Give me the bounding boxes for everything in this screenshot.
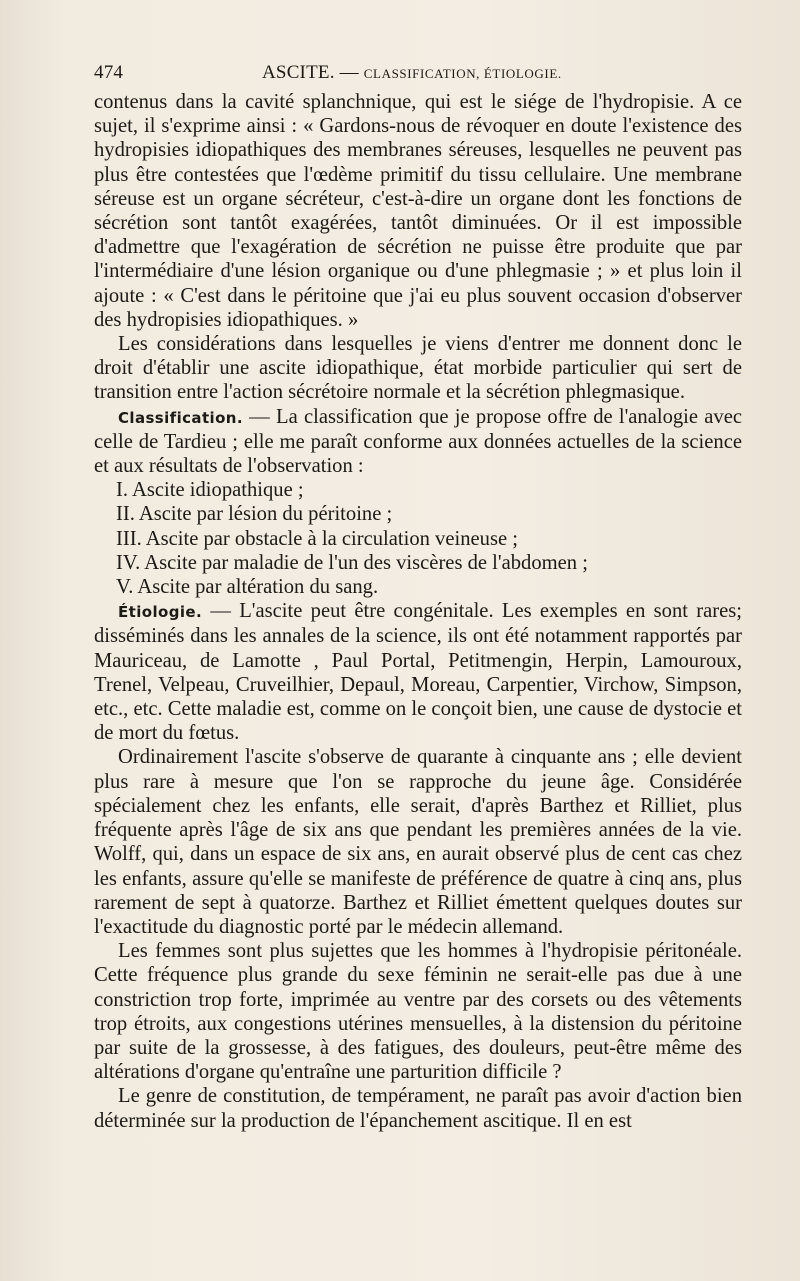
paragraph-considerations: Les considérations dans lesquelles je viens d'entrer me donnent donc le droit d'établir une ascite idiopathique, état morbide particulier qui sert de transition entre l'action sécrétoire normale et la sécrétion phlegmasique. [94, 333, 742, 404]
etiologie-heading: Étiologie. [118, 603, 203, 622]
paragraph-constitution: Le genre de constitution, de tempérament, ne paraît pas avoir d'action bien déterminée sur la production de l'épanchement ascitique. Il en est [94, 1085, 742, 1132]
running-title [262, 62, 562, 84]
running-title-main: ASCITE. [262, 62, 335, 83]
list-item: II. Ascite par lésion du péritoine ; [116, 503, 393, 526]
classification-heading: Classification. [118, 408, 243, 427]
paragraph-etiologie [94, 599, 742, 745]
paragraph-age: Ordinairement l'ascite s'observe de quarante à cinquante ans ; elle devient plus rare à mesure que l'on se rapproche du jeune âge. Considérée spécialement chez les enfants, elle serait, d'après Barthez et Rilliet, plus fréquente après l'âge de six ans que pendant les premières années de la vie. Wolff, qui, dans un espace de six ans, en aurait observé plus de cent cas chez les enfants, assure qu'elle se manifeste de préférence de quatre à cinq ans, plus rarement de sept à quatorze. Barthez et Rilliet émettent quelques doutes sur l'exactitude du diagnostic porté par le médecin allemand. [94, 746, 742, 938]
running-title-dash: — [334, 62, 364, 83]
running-header [94, 56, 742, 90]
classification-text: — La classification que je propose offre de l'analogie avec celle de Tardieu ; elle me paraît conforme aux données actuelles de la science et aux résultats de l'observation : [94, 405, 742, 478]
list-item: III. Ascite par obstacle à la circulation veineuse ; [116, 527, 518, 550]
list-item: I. Ascite idiopathique ; [116, 479, 304, 502]
classification-list [94, 478, 742, 599]
list-item: V. Ascite par altération du sang. [116, 576, 379, 599]
page-number: 474 [94, 62, 124, 83]
body-text [94, 90, 742, 1133]
paragraph-sex: Les femmes sont plus sujettes que les hommes à l'hydropisie péritonéale. Cette fréquence plus grande du sexe féminin ne serait-elle pas due à une constriction trop forte, imprimée au ventre par des corsets ou des vêtements trop étroits, aux congestions utérines mensuelles, à la distension du péritoine par suite de la grossesse, à des fatigues, des douleurs, peut-être même des altérations d'organe qu'entraîne une parturition difficile ? [94, 940, 742, 1084]
running-title-sub: CLASSIFICATION, ÉTIOLOGIE. [363, 66, 562, 81]
paragraph-classification [94, 405, 742, 479]
paragraph-continued: contenus dans la cavité splanchnique, qui est le siége de l'hydropisie. A ce sujet, il s'exprime ainsi : « Gardons-nous de révoquer en doute l'existence des hydropisies idiopathiques des membranes séreuses, lesquelles ne peuvent pas plus être contestées que l'œdème primitif du tissu cellulaire. Une membrane séreuse est un organe sécréteur, c'est-à-dire un organe dont les fonctions de sécrétion sont tantôt exagérées, tantôt diminuées. Or il est impossible d'admettre que l'exagération de sécrétion ne puisse être produite que par l'intermédiaire d'une lésion organique ou d'une phlegmasie ; » et plus loin il ajoute : « C'est dans le péritoine que j'ai eu plus souvent occasion d'observer des hydropisies idiopathiques. » [94, 91, 742, 331]
etiologie-text: — L'ascite peut être congénitale. Les exemples en sont rares; disséminés dans les annales de la science, ils ont été notamment rapportés par Mauriceau, de Lamotte , Paul Portal, Petitmengin, Herpin, Lamouroux, Trenel, Velpeau, Cruveilhier, Depaul, Moreau, Carpentier, Virchow, Simpson, etc., etc. Cette maladie est, comme on le conçoit bien, une cause de dystocie et de mort du fœtus. [94, 600, 742, 745]
list-item: IV. Ascite par maladie de l'un des viscères de l'abdomen ; [116, 551, 588, 574]
